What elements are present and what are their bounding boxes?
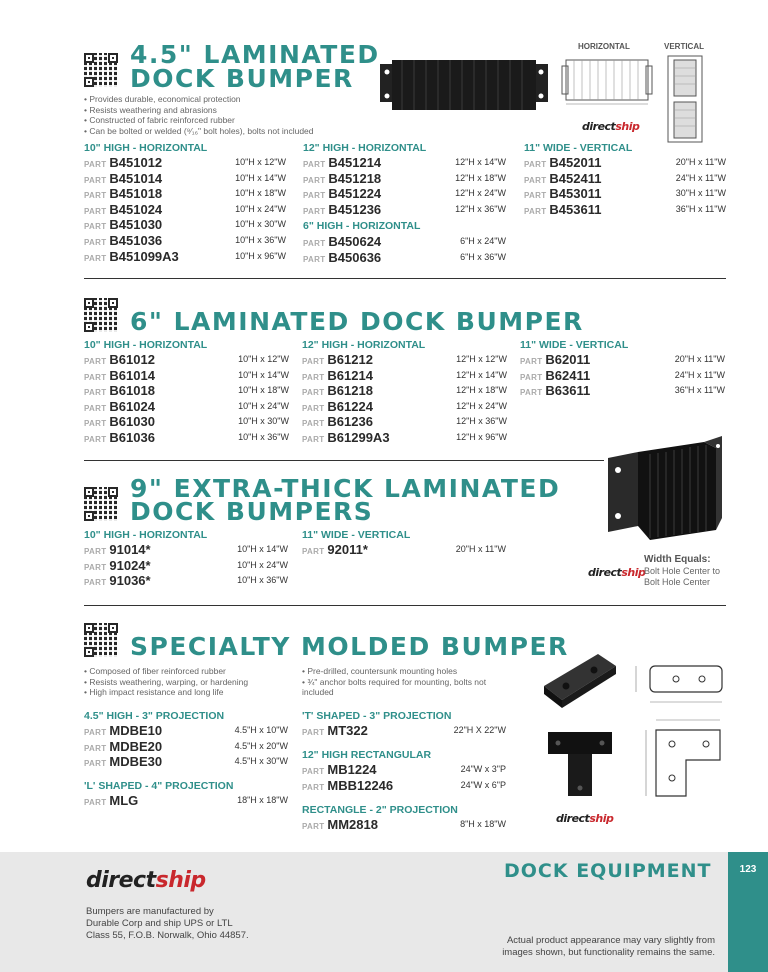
part-dimensions: 10"H x 24"W (235, 203, 286, 214)
t-shaped-bumper-image (546, 728, 616, 798)
part-number: MT322 (327, 723, 368, 738)
part-dimensions: 20"H x 11"W (675, 157, 726, 167)
part-number: B451014 (109, 170, 163, 186)
part-number: B451214 (328, 155, 382, 170)
section-title-6: 6" LAMINATED DOCK BUMPER (130, 307, 584, 336)
part-number: MM2818 (327, 817, 378, 832)
part-row (84, 739, 288, 755)
footer-title: DOCK EQUIPMENT (504, 860, 712, 882)
part-dimensions: 12"H x 24"W (456, 400, 507, 411)
part-dimensions: 10"H x 36"W (235, 234, 286, 245)
part-dimensions: 12"H x 18"W (455, 172, 506, 183)
part-dimensions: 10"H x 24"W (238, 400, 289, 411)
part-number: B61236 (327, 414, 373, 430)
part-number: B451099A3 (109, 248, 179, 264)
width-equals-title: Width Equals: (644, 554, 711, 565)
part-dimensions: 12"H x 24"W (455, 188, 506, 199)
part-number: B451224 (328, 186, 382, 202)
part-prefix: PART (302, 357, 325, 366)
part-number: MBB12246 (327, 777, 394, 793)
part-row (84, 573, 288, 589)
part-number: B61024 (109, 398, 155, 414)
part-prefix: PART (84, 191, 107, 201)
part-number: MDBE30 (109, 754, 163, 770)
part-dimensions: 10"H x 36"W (238, 431, 289, 442)
part-dimensions: 10"H x 14"W (237, 544, 288, 554)
part-row (84, 558, 288, 574)
part-prefix: PART (302, 372, 325, 382)
s1-col2 (303, 141, 506, 266)
group-heading: 10" HIGH - HORIZONTAL (84, 142, 208, 154)
group-heading: 6" HIGH - HORIZONTAL (303, 220, 421, 233)
part-prefix: PART (524, 160, 547, 169)
part-row (302, 368, 507, 384)
part-dimensions: 12"H x 18"W (456, 385, 507, 396)
part-number: B450636 (328, 249, 382, 265)
part-dimensions: 24"H x 11"W (675, 172, 726, 183)
group-heading: 4.5" HIGH - 3" PROJECTION (84, 710, 225, 722)
bullet-item: • ¾" anchor bolts required for mounting, bolts not (302, 676, 487, 687)
part-number: B61214 (327, 367, 373, 383)
part-prefix: PART (84, 372, 107, 382)
part-row (84, 793, 288, 809)
group-heading: RECTANGLE - 2" PROJECTION (302, 804, 458, 816)
part-prefix: PART (84, 253, 107, 263)
part-prefix: PART (84, 728, 107, 737)
part-number: B62011 (545, 352, 591, 367)
feature-bullets (302, 666, 486, 698)
part-dimensions: 6"H x 36"W (460, 251, 506, 262)
part-prefix: PART (84, 357, 107, 366)
part-number: B453011 (549, 186, 602, 202)
part-prefix: PART (302, 547, 325, 556)
part-prefix: PART (303, 160, 326, 169)
part-dimensions: 12"H x 36"W (456, 416, 507, 427)
part-number: B61014 (109, 367, 155, 383)
directship-logo: directship (582, 120, 640, 133)
part-number: B61224 (327, 398, 373, 414)
vertical-bumper-diagram (660, 54, 710, 146)
part-row (84, 202, 286, 218)
group-heading: 11" WIDE - VERTICAL (524, 142, 633, 154)
part-dimensions: 10"H x 96"W (235, 250, 286, 261)
section-title-4-5-line2: DOCK BUMPER (130, 64, 354, 93)
part-number: 91036* (109, 573, 151, 589)
part-row (303, 250, 506, 266)
part-prefix: PART (84, 798, 107, 807)
part-dimensions: 12"H x 36"W (455, 203, 506, 214)
part-number: B62411 (545, 367, 591, 383)
part-dimensions: 12"H x 14"W (455, 157, 506, 167)
s2-col1 (84, 338, 289, 446)
part-number: B451030 (109, 217, 163, 233)
part-row (84, 414, 289, 430)
part-row (303, 202, 506, 218)
part-prefix: PART (84, 175, 107, 185)
s4-group3 (302, 709, 506, 739)
part-number: B452411 (549, 170, 602, 186)
part-prefix: PART (302, 822, 325, 831)
part-prefix: PART (302, 782, 325, 792)
part-row (84, 383, 289, 399)
part-number: B61018 (109, 383, 155, 399)
feature-bullets (84, 94, 314, 136)
qr-code-icon (84, 487, 118, 521)
width-equals-text2: Bolt Hole Center (644, 577, 711, 587)
extra-thick-bumper-image (604, 434, 724, 546)
part-prefix: PART (84, 419, 107, 429)
part-prefix: PART (524, 206, 547, 216)
section-title-9-line2: DOCK BUMPERS (130, 497, 374, 526)
qr-code-icon (84, 53, 118, 87)
part-row (302, 762, 506, 778)
part-dimensions: 12"H x 96"W (456, 431, 507, 442)
part-number: B451218 (328, 170, 382, 186)
qr-code-icon (84, 623, 118, 657)
laminated-bumper-image (378, 58, 550, 116)
group-heading: 12" HIGH - HORIZONTAL (302, 339, 426, 351)
part-prefix: PART (84, 562, 107, 572)
part-row (302, 383, 507, 399)
part-number: B453611 (549, 201, 602, 217)
bullet-item: • Provides durable, economical protection (84, 94, 241, 104)
s2-col3 (520, 338, 725, 399)
part-prefix: PART (84, 743, 107, 753)
diagram-label-vertical: VERTICAL (664, 42, 704, 51)
directship-footer-logo: directship (86, 868, 206, 893)
section-divider (84, 278, 726, 279)
group-heading: 11" WIDE - VERTICAL (520, 339, 629, 351)
part-dimensions: 10"H x 30"W (235, 219, 286, 230)
page-tab (728, 852, 768, 972)
part-prefix: PART (303, 191, 326, 201)
part-row (84, 233, 286, 249)
part-prefix: PART (84, 160, 107, 169)
part-number: B61218 (327, 383, 373, 399)
part-prefix: PART (84, 222, 107, 232)
part-prefix: PART (84, 434, 107, 444)
part-dimensions: 10"H x 14"W (238, 369, 289, 380)
part-dimensions: 12"H x 14"W (456, 369, 507, 380)
footer-disclaimer-1: Actual product appearance may vary slightly from (506, 935, 715, 946)
group-heading: 'L' SHAPED - 4" PROJECTION (84, 780, 234, 792)
part-row (303, 186, 506, 202)
part-dimensions: 36"H x 11"W (675, 203, 726, 214)
part-row (302, 414, 507, 430)
part-row (84, 542, 288, 558)
group-heading: 12" HIGH RECTANGULAR (302, 749, 432, 761)
directship-logo: directship (556, 812, 614, 825)
part-prefix: PART (84, 547, 107, 556)
part-number: B61299A3 (327, 429, 390, 445)
part-dimensions: 4.5"H x 30"W (234, 756, 288, 767)
part-number: B61030 (109, 414, 155, 430)
part-row (520, 368, 725, 384)
part-number: MDBE10 (109, 723, 163, 738)
group-heading: 11" WIDE - VERTICAL (302, 529, 411, 541)
part-dimensions: 10"H x 24"W (237, 559, 288, 570)
part-prefix: PART (84, 206, 107, 216)
part-dimensions: 8"H x 18"W (460, 819, 506, 829)
part-prefix: PART (524, 191, 547, 201)
part-prefix: PART (302, 434, 325, 444)
part-prefix: PART (520, 388, 543, 398)
part-prefix: PART (84, 403, 107, 413)
part-row (84, 171, 286, 187)
bullet-item: • Can be bolted or welded (⁹⁄₁₆" bolt holes), bolts not included (84, 125, 314, 136)
section-divider (84, 605, 726, 606)
molded-bumper-image (540, 650, 620, 712)
part-number: B451018 (109, 186, 163, 202)
part-number: B451236 (328, 201, 382, 217)
part-dimensions: 10"H x 18"W (238, 385, 289, 396)
part-number: MLG (109, 793, 139, 808)
s1-col3 (524, 141, 726, 217)
part-row (302, 542, 506, 558)
section-title-9-line1: 9" EXTRA-THICK LAMINATED (130, 474, 561, 503)
s4-group2 (84, 779, 288, 809)
part-prefix: PART (84, 237, 107, 247)
part-prefix: PART (84, 578, 107, 588)
part-dimensions: 10"H x 18"W (235, 188, 286, 199)
part-row (302, 778, 506, 794)
qr-code-icon (84, 298, 118, 332)
s3-col2 (302, 528, 506, 558)
footer-disclaimer-2: images shown, but functionality remains the same. (502, 947, 715, 958)
part-row (302, 399, 507, 415)
part-prefix: PART (302, 767, 325, 776)
s4-group1 (84, 709, 288, 770)
part-number: B61036 (109, 429, 155, 445)
part-dimensions: 10"H x 36"W (237, 575, 288, 586)
part-prefix: PART (303, 239, 326, 249)
part-prefix: PART (524, 175, 547, 185)
part-row (84, 155, 286, 171)
part-prefix: PART (302, 419, 325, 429)
part-dimensions: 6"H x 24"W (460, 236, 506, 247)
part-prefix: PART (520, 357, 543, 366)
part-number: B61012 (109, 352, 155, 367)
part-dimensions: 24"H x 11"W (674, 369, 725, 380)
group-heading: 12" HIGH - HORIZONTAL (303, 142, 427, 154)
group-heading: 10" HIGH - HORIZONTAL (84, 339, 208, 351)
part-dimensions: 20"H x 11"W (455, 544, 506, 554)
l-shaped-bumper-diagram (640, 716, 728, 802)
part-row (524, 202, 726, 218)
part-number: MDBE20 (109, 738, 163, 754)
diagram-label-horizontal: HORIZONTAL (578, 42, 630, 51)
part-number: MB1224 (327, 762, 377, 777)
bullet-item: • Composed of fiber reinforced rubber (84, 666, 226, 676)
part-number: 91024* (109, 557, 151, 573)
part-row (520, 383, 725, 399)
part-row (84, 399, 289, 415)
s2-col2 (302, 338, 507, 446)
part-number: 92011* (327, 542, 368, 557)
part-dimensions: 12"H x 12"W (456, 354, 507, 364)
part-row (84, 368, 289, 384)
part-row (84, 430, 289, 446)
part-row (524, 155, 726, 171)
footer-note-3: Class 55, F.O.B. Norwalk, Ohio 44857. (86, 930, 249, 941)
part-dimensions: 24"W x 3"P (460, 764, 506, 774)
s4-group5 (302, 803, 506, 833)
part-prefix: PART (303, 175, 326, 185)
part-row (303, 171, 506, 187)
part-row (84, 352, 289, 368)
part-prefix: PART (303, 254, 326, 264)
s4-group4 (302, 748, 506, 793)
part-row (524, 171, 726, 187)
group-heading: 10" HIGH - HORIZONTAL (84, 529, 208, 541)
part-dimensions: 18"H x 18"W (237, 795, 288, 805)
part-row (303, 155, 506, 171)
bullet-item: • Constructed of fabric reinforced rubber (84, 115, 235, 125)
part-dimensions: 24"W x 6"P (460, 779, 506, 790)
part-row (520, 352, 725, 368)
part-dimensions: 10"H x 30"W (238, 416, 289, 427)
part-dimensions: 20"H x 11"W (674, 354, 725, 364)
feature-bullets (84, 666, 248, 698)
part-row (302, 817, 506, 833)
group-heading: 'T' SHAPED - 3" PROJECTION (302, 710, 452, 722)
page-number: 123 (739, 864, 757, 875)
part-dimensions: 30"H x 11"W (675, 188, 726, 199)
part-row (84, 249, 286, 265)
s1-col1 (84, 141, 286, 264)
part-number: B451012 (109, 155, 163, 170)
part-number: B450624 (328, 234, 382, 250)
part-dimensions: 22"H X 22"W (453, 725, 506, 735)
part-prefix: PART (84, 759, 107, 769)
part-number: 91014* (109, 542, 151, 557)
part-prefix: PART (303, 206, 326, 216)
part-number: B451036 (109, 232, 163, 248)
part-dimensions: 36"H x 11"W (674, 385, 725, 396)
part-row (84, 217, 286, 233)
footer-note-1: Bumpers are manufactured by (86, 906, 214, 917)
s3-col1 (84, 528, 288, 589)
part-dimensions: 10"H x 12"W (235, 157, 286, 167)
part-dimensions: 10"H x 12"W (238, 354, 289, 364)
part-number: B451024 (109, 201, 163, 217)
footer-note-2: Durable Corp and ship UPS or LTL (86, 918, 233, 929)
part-dimensions: 4.5"H x 20"W (234, 740, 288, 751)
part-row (303, 234, 506, 250)
bullet-item: • Resists weathering and abrasions (84, 104, 217, 115)
part-prefix: PART (302, 388, 325, 398)
bullet-item: • Resists weathering, warping, or hardening (84, 676, 249, 687)
part-number: B63611 (545, 383, 591, 399)
part-row (84, 754, 288, 770)
part-row (524, 186, 726, 202)
part-row (302, 352, 507, 368)
bullet-item: • Pre-drilled, countersunk mounting holes (302, 666, 458, 676)
horizontal-bumper-diagram (560, 54, 654, 106)
part-number: B452011 (549, 155, 602, 170)
part-row (84, 186, 286, 202)
bullet-item: • High impact resistance and long life (84, 687, 224, 697)
part-prefix: PART (302, 728, 325, 737)
part-dimensions: 10"H x 14"W (235, 172, 286, 183)
width-equals-text1: Bolt Hole Center to (644, 566, 721, 576)
rectangle-bumper-diagram (624, 660, 728, 712)
bullet-item: included (302, 687, 334, 697)
part-row (302, 430, 507, 446)
section-divider (84, 460, 604, 461)
part-prefix: PART (302, 403, 325, 413)
part-number: B61212 (327, 352, 373, 367)
directship-logo: directship (588, 566, 646, 579)
section-title-specialty: SPECIALTY MOLDED BUMPER (130, 632, 569, 661)
part-row (84, 723, 288, 739)
section-title-4-5-line1: 4.5" LAMINATED (130, 40, 380, 69)
part-prefix: PART (520, 372, 543, 382)
part-row (302, 723, 506, 739)
part-dimensions: 4.5"H x 10"W (234, 725, 288, 735)
part-prefix: PART (84, 388, 107, 398)
